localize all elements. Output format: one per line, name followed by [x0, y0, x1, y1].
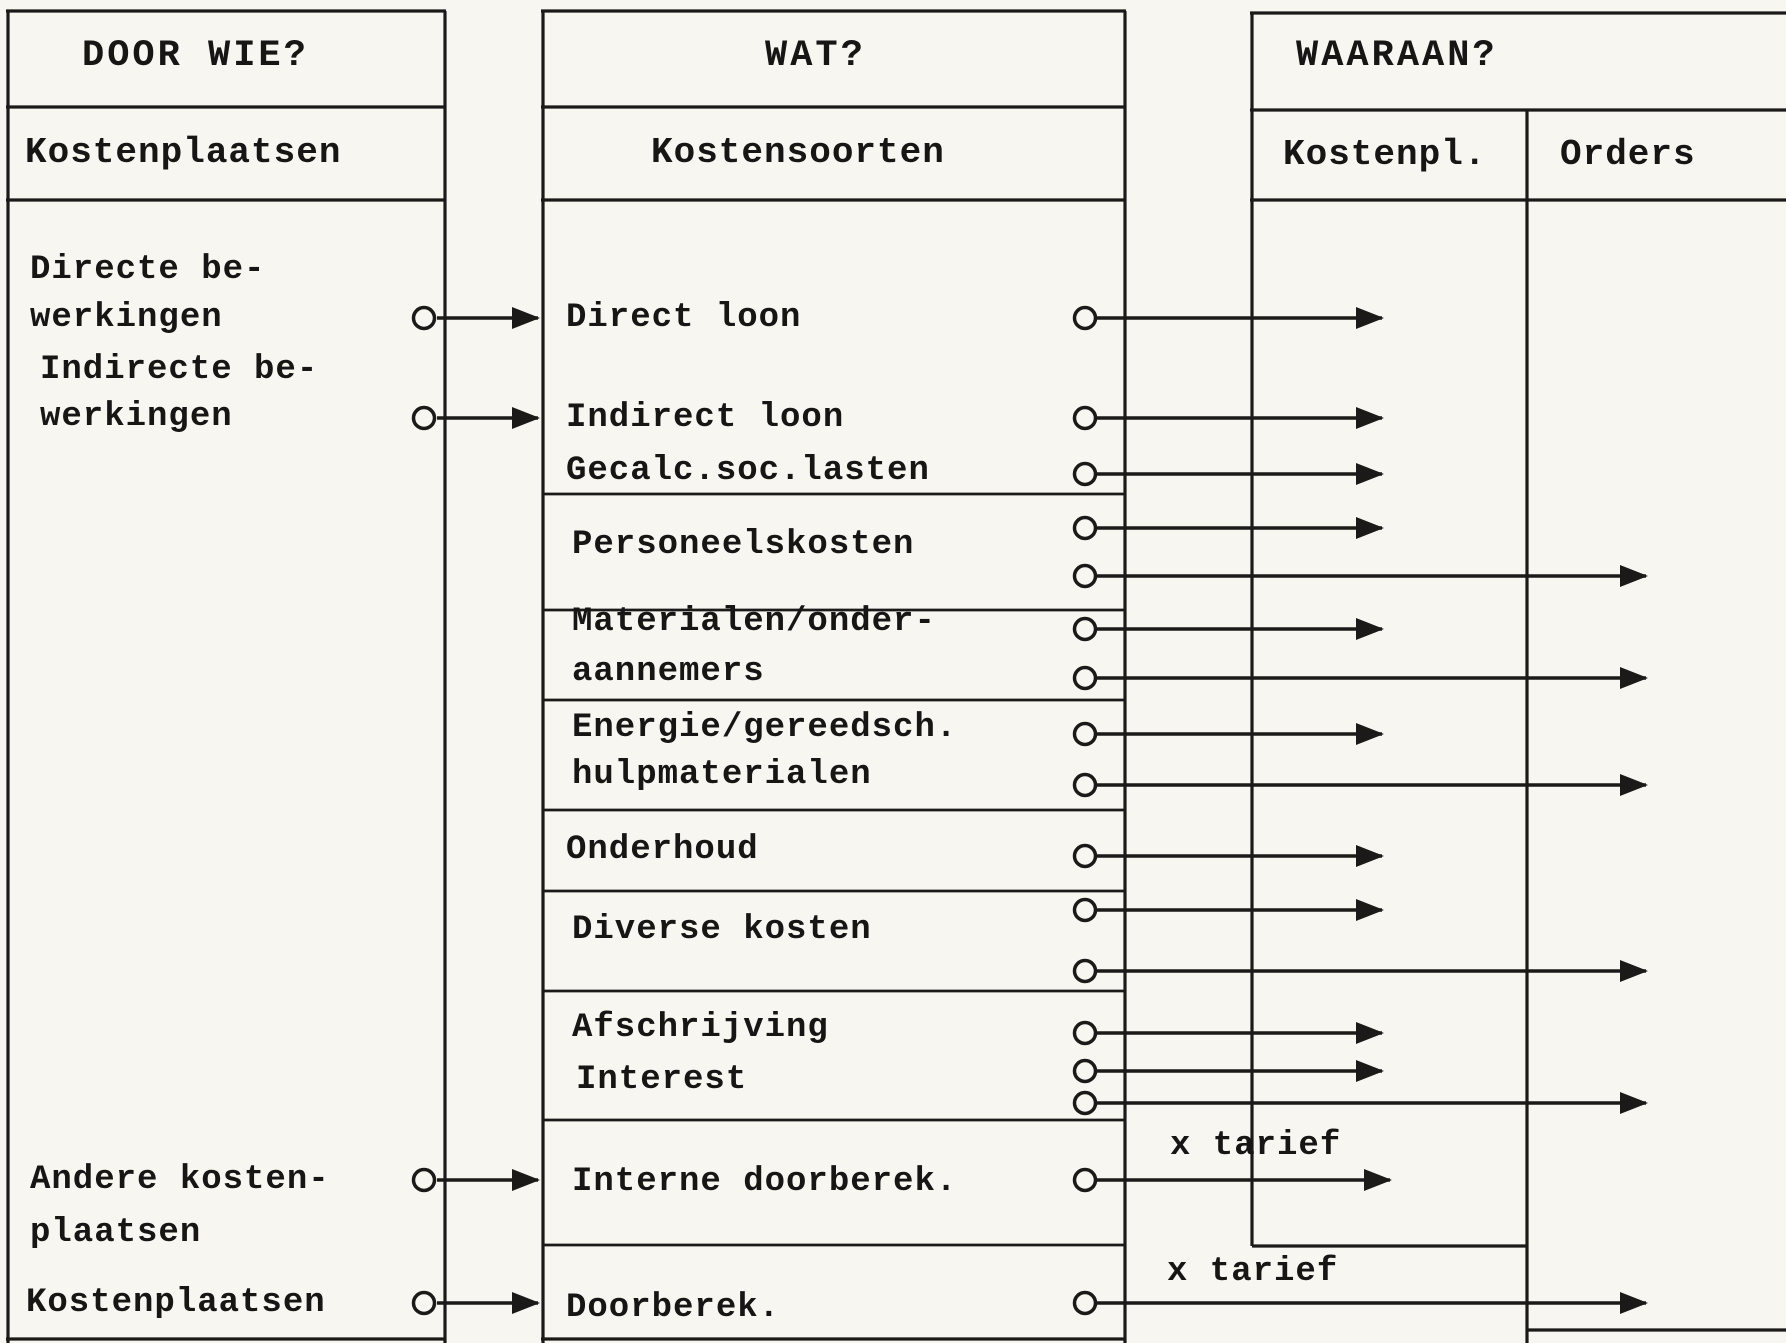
left-item-kostenplaatsen: Kostenplaatsen: [26, 1284, 326, 1322]
connector-dot: [414, 408, 435, 429]
row-energie-line1: Energie/gereedsch.: [572, 709, 958, 747]
connector-dot: [1075, 1061, 1096, 1082]
connector-dot: [1075, 1093, 1096, 1114]
connector-dot: [1075, 464, 1096, 485]
arrows-left-to-middle: [437, 318, 538, 1303]
orders-column-header: Orders: [1560, 134, 1696, 175]
connector-dot: [414, 308, 435, 329]
connector-dot: [1075, 619, 1096, 640]
arrows-to-orders: [1097, 576, 1646, 1303]
row-direct-loon: Direct loon: [566, 299, 802, 337]
left-connector-dots: [414, 308, 435, 1314]
row-onderhoud: Onderhoud: [566, 831, 759, 869]
tariff-label-doorberek: x tarief: [1167, 1253, 1339, 1291]
row-gecalc-soc-lasten: Gecalc.soc.lasten: [566, 452, 930, 490]
connector-dot: [414, 1170, 435, 1191]
connector-dot: [1075, 308, 1096, 329]
connector-dot: [414, 1293, 435, 1314]
row-indirect-loon: Indirect loon: [566, 399, 845, 437]
connector-dot: [1075, 724, 1096, 745]
row-materialen-line2: aannemers: [572, 653, 765, 691]
right-column-header: WAARAAN?: [1296, 35, 1498, 77]
connector-dot: [1075, 566, 1096, 587]
row-interest: Interest: [576, 1061, 748, 1099]
left-item-directe-bewerkingen-line2: werkingen: [30, 299, 223, 337]
kostenpl-column-header: Kostenpl.: [1283, 134, 1487, 175]
connector-dot: [1075, 1293, 1096, 1314]
row-personeelskosten: Personeelskosten: [572, 526, 915, 564]
left-box-frame: [6, 11, 446, 1343]
connector-dot: [1075, 846, 1096, 867]
connector-dot: [1075, 1023, 1096, 1044]
tariff-label-interne-doorberek: x tarief: [1170, 1127, 1342, 1165]
row-afschrijving: Afschrijving: [572, 1009, 829, 1047]
connector-dot: [1075, 668, 1096, 689]
left-column-subheader: Kostenplaatsen: [25, 132, 342, 173]
middle-column-subheader: Kostensoorten: [651, 132, 945, 173]
connector-dot: [1075, 961, 1096, 982]
connector-dot: [1075, 518, 1096, 539]
middle-column-header: WAT?: [765, 35, 866, 77]
left-item-andere-kostenplaatsen-line2: plaatsen: [30, 1214, 202, 1252]
connector-dot: [1075, 775, 1096, 796]
left-item-andere-kostenplaatsen-line1: Andere kosten-: [30, 1161, 330, 1199]
row-interne-doorberek: Interne doorberek.: [572, 1163, 958, 1201]
row-energie-line2: hulpmaterialen: [572, 756, 872, 794]
connector-dot: [1075, 900, 1096, 921]
row-diverse-kosten: Diverse kosten: [572, 911, 872, 949]
left-item-indirecte-bewerkingen-line1: Indirecte be-: [40, 351, 319, 389]
row-materialen-line1: Materialen/onder-: [572, 603, 936, 641]
left-column-header: DOOR WIE?: [82, 35, 309, 77]
arrows-to-kostenpl: [1097, 318, 1390, 1180]
left-item-indirecte-bewerkingen-line2: werkingen: [40, 398, 233, 436]
connector-dot: [1075, 1170, 1096, 1191]
row-doorberek: Doorberek.: [566, 1289, 781, 1327]
connector-dot: [1075, 408, 1096, 429]
left-item-directe-bewerkingen-line1: Directe be-: [30, 251, 266, 289]
